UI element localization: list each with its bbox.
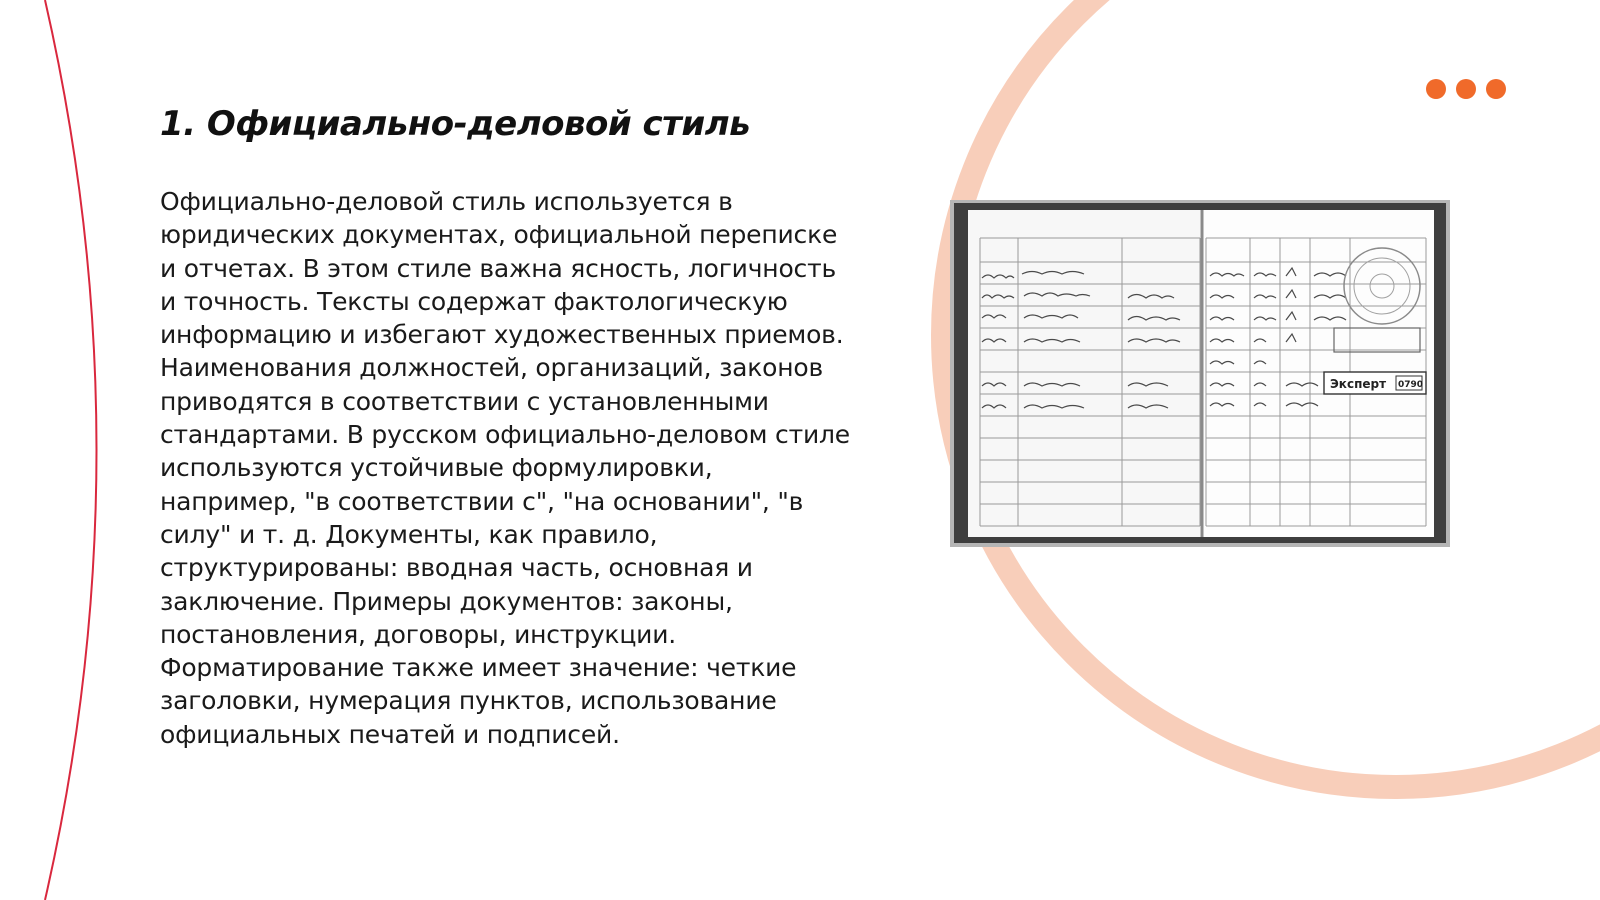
slide-title: 1. Официально-деловой стиль <box>160 104 751 144</box>
dot-3 <box>1486 79 1506 99</box>
dot-1 <box>1426 79 1446 99</box>
stamp-label: Эксперт <box>1330 377 1387 391</box>
decorative-dots <box>1426 79 1506 99</box>
slide-body-text: Официально-деловой стиль используется в юридических документах, официальной переписке и отчетах. В этом стиле важна ясность, логичность и точность. Тексты содержат фактологическую информацию и избегают художественных приемов. Наименования должностей, организаций, законов приводятся в соответствии с установленными стандартами. В русском официально-деловом стиле используются устойчивые формулировки, например, "в соответствии с", "на основании", "в силу" и т. д. Документы, как правило, структурированы: вводная часть, основная и заключение. Примеры документов: законы, постановления, договоры, инструкции. Форматирование также имеет значение: четкие заголовки, нумерация пунктов, использование официальных печатей и подписей. <box>160 187 850 749</box>
document-photo <box>950 200 1450 547</box>
dot-2 <box>1456 79 1476 99</box>
stamp-number: 0790 <box>1398 380 1424 390</box>
left-edge-curve <box>45 0 97 900</box>
